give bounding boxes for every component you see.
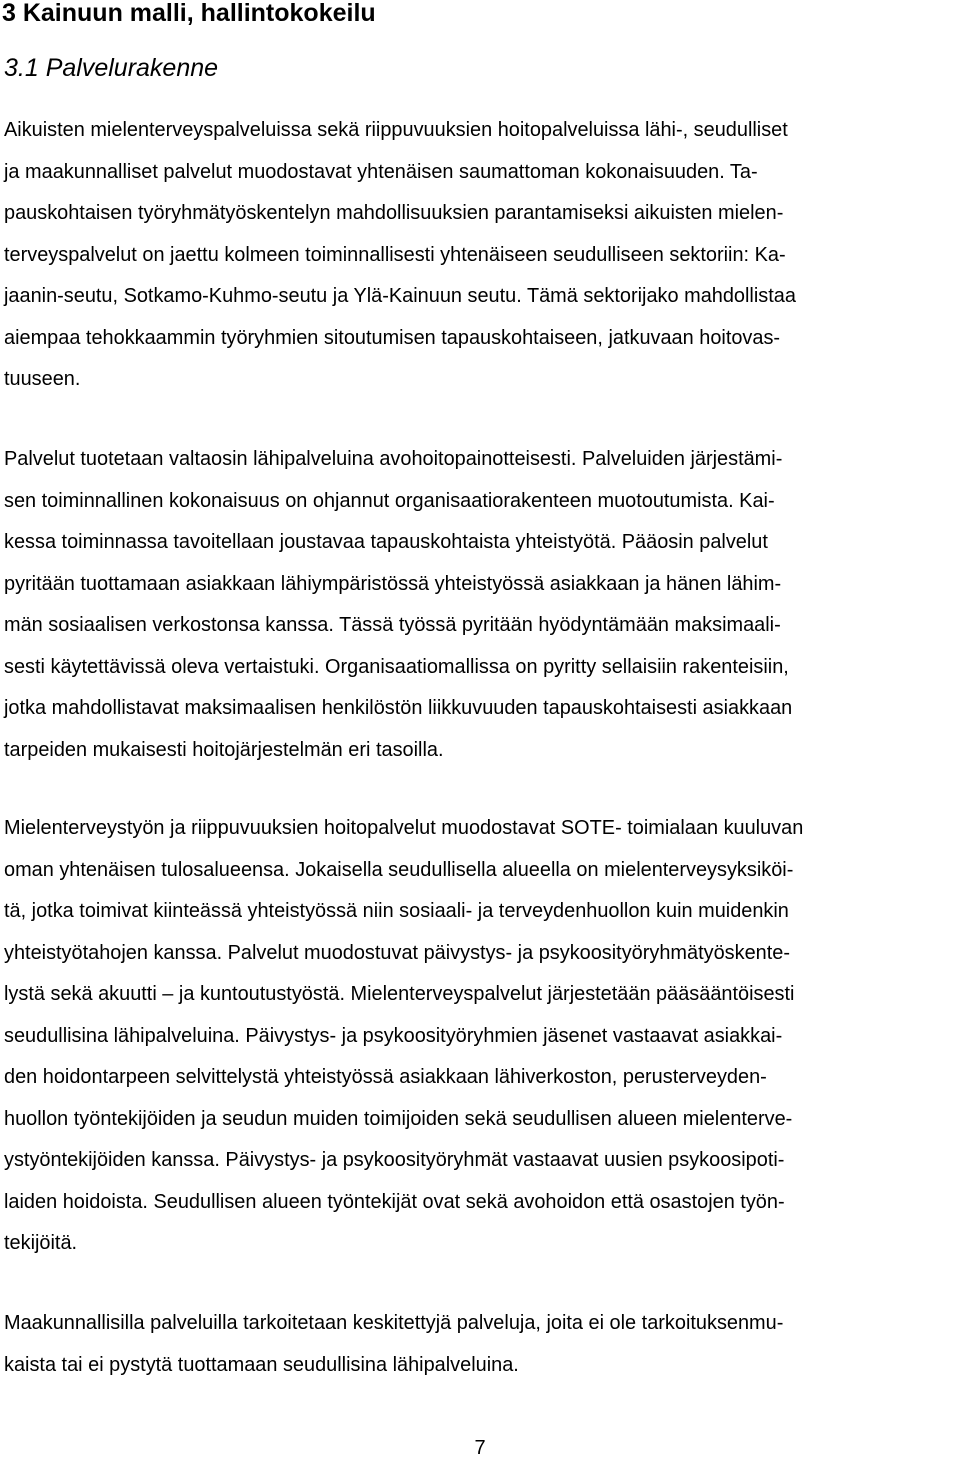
paragraph-line: män sosiaalisen verkostonsa kanssa. Tässä työssä pyritään hyödyntämään maksimaali-	[4, 614, 781, 636]
paragraph-line: tarpeiden mukaisesti hoitojärjestelmän eri tasoilla.	[4, 738, 444, 761]
chapter-heading: 3 Kainuun malli, hallintokokeilu	[2, 0, 376, 27]
paragraph-line: pyritään tuottamaan asiakkaan lähiympäristössä yhteistyössä asiakkaan ja hänen lähim-	[4, 572, 782, 595]
paragraph-line: yhteistyötahojen kanssa. Palvelut muodostuvat päivystys- ja psykoosityöryhmätyöskente-	[4, 941, 790, 964]
paragraph-line: kessa toiminnassa tavoitellaan joustavaa tapauskohtaista yhteistyötä. Pääosin palvelut	[4, 531, 768, 553]
page-number: 7	[474, 1437, 486, 1459]
paragraph-line: tekijöitä.	[4, 1232, 78, 1254]
paragraph-line: sesti käytettävissä oleva vertaistuki. Organisaatiomallissa on pyritty sellaisiin rakenteisiin,	[4, 655, 789, 678]
paragraph-line: jotka mahdollistavat maksimaalisen henkilöstön liikkuvuuden tapauskohtaisesti asiakkaan	[4, 697, 793, 719]
paragraph-line: ja maakunnalliset palvelut muodostavat yhtenäisen saumattoman kokonaisuuden. Ta-	[4, 160, 758, 183]
paragraph-line: den hoidontarpeen selvittelystä yhteistyössä asiakkaan lähiverkoston, perusterveyden-	[4, 1066, 767, 1088]
paragraph-palvelurakenne	[4, 110, 960, 401]
paragraph-line: aiempaa tehokkaammin työryhmien sitoutumisen tapauskohtaiseen, jatkuvaan hoitovas-	[4, 326, 781, 349]
paragraph-line: laiden hoidoista. Seudullisen alueen työntekijät ovat sekä avohoidon että osastojen työn-	[4, 1190, 785, 1213]
paragraph-maakunnalliset	[4, 1303, 960, 1386]
section-heading: 3.1 Palvelurakenne	[4, 54, 219, 82]
paragraph-line: Aikuisten mielenterveyspalveluissa sekä riippuvuuksien hoitopalveluissa lähi-, seudulliset	[4, 119, 788, 141]
paragraph-line: pauskohtaisen työryhmätyöskentelyn mahdollisuuksien parantamiseksi aikuisten mielen-	[4, 202, 784, 224]
paragraph-line: seudullisina lähipalveluina. Päivystys- ja psykoosityöryhmien jäsenet vastaavat asiakkai-	[4, 1024, 783, 1047]
paragraph-line: sen toiminnallinen kokonaisuus on ohjannut organisaatiorakenteen muotoutumista. Kai-	[4, 489, 775, 512]
paragraph-line: jaanin-seutu, Sotkamo-Kuhmo-seutu ja Ylä-Kainuun seutu. Tämä sektorijako mahdollistaa	[4, 285, 796, 307]
paragraph-line: Mielenterveystyön ja riippuvuuksien hoitopalvelut muodostavat SOTE- toimialaan kuuluvan	[4, 817, 804, 839]
paragraph-line: terveyspalvelut on jaettu kolmeen toiminnallisesti yhtenäiseen seudulliseen sektoriin: Ka-	[4, 243, 786, 266]
paragraph-line: oman yhtenäisen tulosalueensa. Jokaisella seudullisella alueella on mielenterveysyksiköi-	[4, 858, 794, 881]
paragraph-line: kaista tai ei pystytä tuottamaan seudullisina lähipalveluina.	[4, 1353, 519, 1376]
paragraph-lahipalvelut	[4, 439, 960, 771]
paragraph-mielenterveystyo	[4, 808, 960, 1265]
paragraph-line: ystyöntekijöiden kanssa. Päivystys- ja psykoosityöryhmät vastaavat uusien psykoosipoti-	[4, 1149, 785, 1171]
paragraph-line: tuuseen.	[4, 368, 81, 390]
paragraph-line: huollon työntekijöiden ja seudun muiden toimijoiden sekä seudullisen alueen mielenterve-	[4, 1107, 793, 1130]
paragraph-line: Maakunnallisilla palveluilla tarkoitetaan keskitettyjä palveluja, joita ei ole tarkoituksenmu-	[4, 1312, 784, 1334]
paragraph-line: Palvelut tuotetaan valtaosin lähipalveluina avohoitopainotteisesti. Palveluiden järjestämi-	[4, 448, 783, 470]
paragraph-line: lystä sekä akuutti – ja kuntoutustyöstä. Mielenterveyspalvelut järjestetään pääsääntöisesti	[4, 983, 795, 1005]
paragraph-line: tä, jotka toimivat kiinteässä yhteistyössä niin sosiaali- ja terveydenhuollon kuin muidenkin	[4, 900, 789, 922]
